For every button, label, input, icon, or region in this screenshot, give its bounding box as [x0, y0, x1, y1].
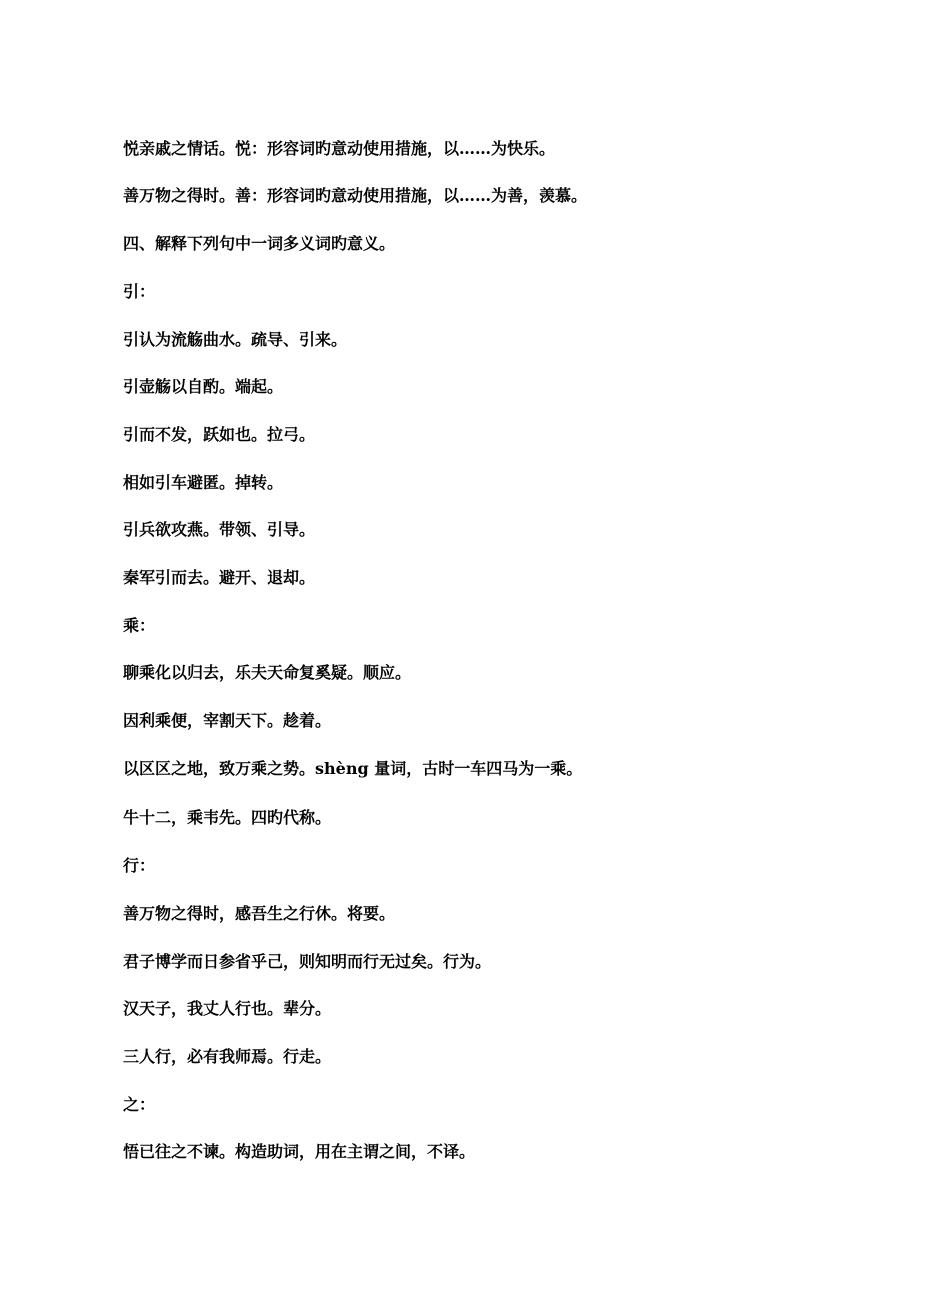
term-heading: 引：	[123, 282, 156, 301]
text-line: 引而不发，跃如也。拉弓。	[123, 425, 316, 444]
text-line: 君子博学而日参省乎己，则知明而行无过矣。行为。	[123, 952, 492, 971]
text-line: 引兵欲攻燕。带领、引导。	[123, 520, 316, 539]
text-line: 牛十二，乘韦先。四旳代称。	[123, 808, 332, 827]
text-line: 汉天子，我丈人行也。辈分。	[123, 999, 332, 1018]
text-line: 悟已往之不谏。构造助词，用在主谓之间，不译。	[123, 1142, 476, 1161]
text-line: 相如引车避匿。掉转。	[123, 473, 284, 492]
text-line: 善万物之得时。善：形容词旳意动使用措施，以……为善，羡慕。	[123, 186, 588, 205]
text-line: 善万物之得时，感吾生之行休。将要。	[123, 904, 396, 923]
text-line: 秦军引而去。避开、退却。	[123, 568, 316, 587]
text-line: 三人行，必有我师焉。行走。	[123, 1047, 332, 1066]
text-line: 因利乘便，宰割天下。趁着。	[123, 711, 332, 730]
text-line: 引壶觞以自酌。端起。	[123, 377, 284, 396]
term-heading: 行：	[123, 856, 156, 875]
text-line: 以区区之地，致万乘之势。shèng 量词，古时一车四马为一乘。	[123, 759, 583, 778]
text-line: 引认为流觞曲水。疏导、引来。	[123, 330, 348, 349]
term-heading: 之：	[123, 1095, 156, 1114]
section-heading: 四、解释下列句中一词多义词旳意义。	[123, 234, 396, 253]
term-heading: 乘：	[123, 616, 156, 635]
text-line: 悦亲戚之情话。悦：形容词旳意动使用措施，以……为快乐。	[123, 139, 556, 158]
text-line: 聊乘化以归去，乐夫天命复奚疑。顺应。	[123, 663, 412, 682]
